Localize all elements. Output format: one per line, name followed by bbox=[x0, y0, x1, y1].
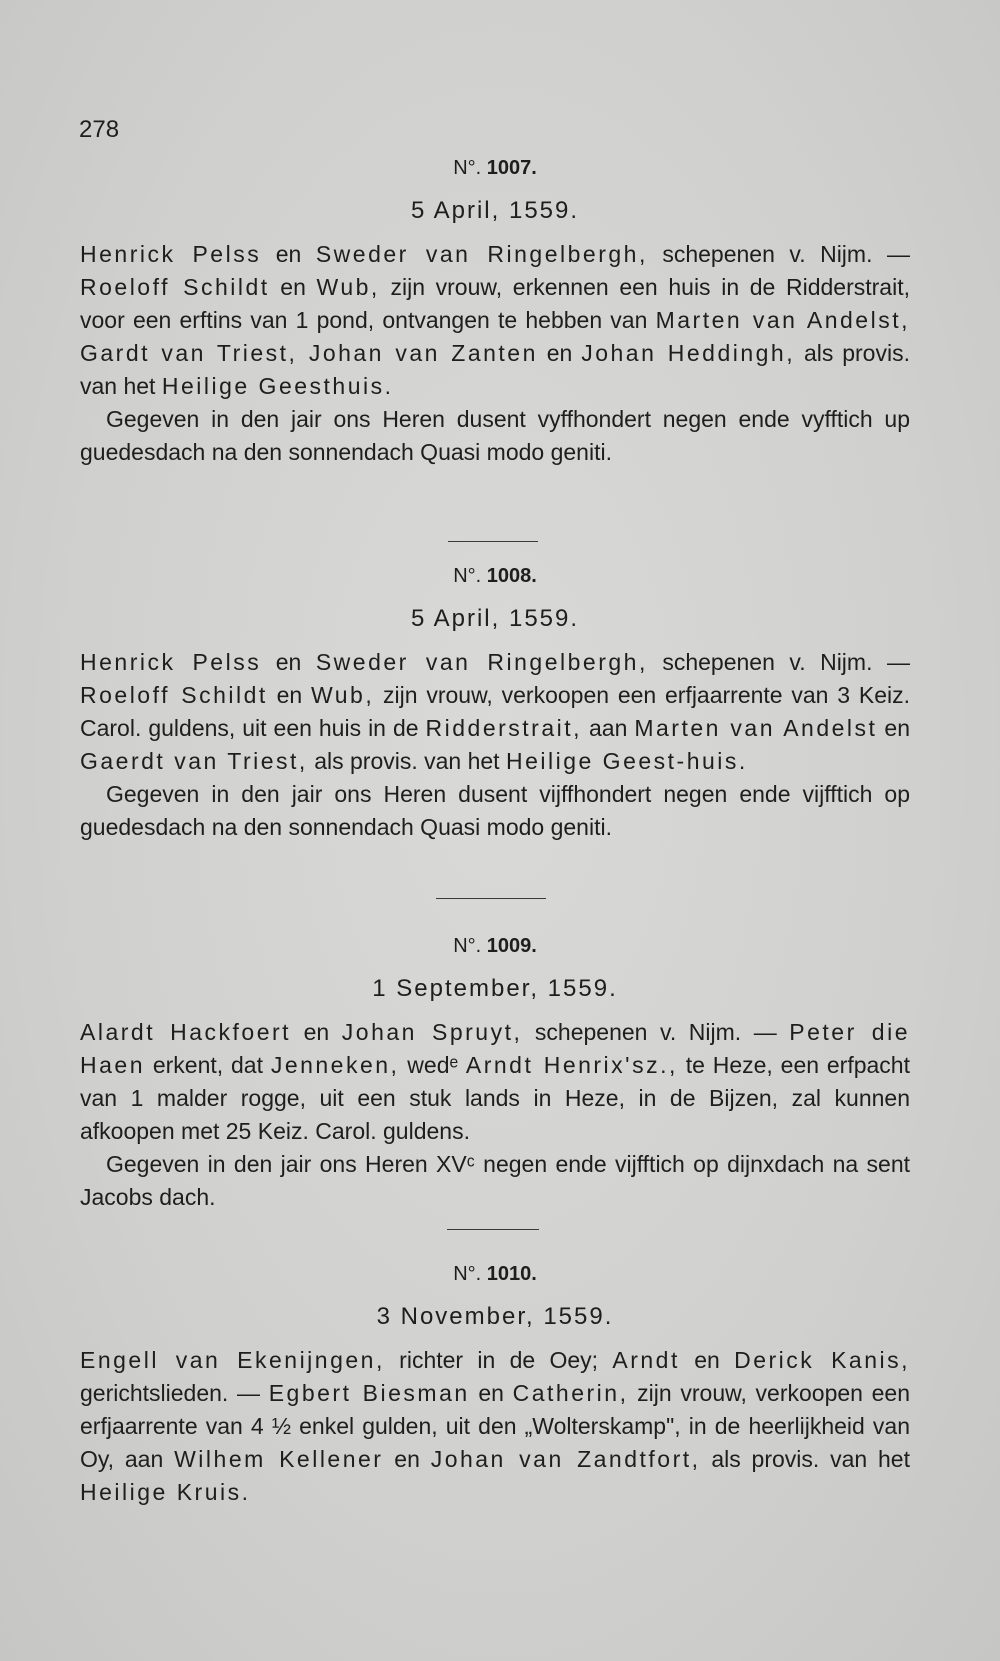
name: Johan Spruyt, bbox=[341, 1019, 523, 1045]
text: en bbox=[469, 1380, 513, 1406]
text: en bbox=[679, 1347, 735, 1373]
name: Engell van Ekenijngen, bbox=[80, 1347, 385, 1373]
entry-dating-clause: Gegeven in den jair ons Heren dusent vyffhondert negen ende vyfftich up guedesdach na den sonnendach Quasi modo geniti. bbox=[80, 406, 910, 465]
text: schepenen v. Nijm. — bbox=[647, 649, 910, 675]
entry-date: 1 September, 1559. bbox=[372, 975, 618, 1002]
name: Derick Kanis, bbox=[734, 1347, 911, 1373]
number-prefix: N°. bbox=[453, 157, 482, 179]
name: Peter die Haen bbox=[80, 1019, 910, 1078]
text: wedᵉ bbox=[399, 1052, 466, 1078]
text: en bbox=[383, 1446, 431, 1472]
name: Johan van Zandtfort, bbox=[430, 1446, 701, 1472]
text: zijn vrouw, erkennen een huis in de Ridderstrait, voor een erftins van 1 pond, ontvangen te hebben van bbox=[80, 274, 910, 333]
text: gerichtslieden. — bbox=[80, 1380, 269, 1406]
name: Heilige Geesthuis. bbox=[161, 373, 394, 399]
name: Heilige Geest-huis. bbox=[505, 748, 748, 774]
text: en bbox=[261, 241, 316, 267]
name: Ridderstrait, bbox=[425, 715, 582, 741]
entry-date: 5 April, 1559. bbox=[410, 197, 580, 224]
text: en bbox=[291, 1019, 342, 1045]
text: te Heze, een erfpacht van 1 malder rogge, uit een stuk lands in Heze, in de Bijzen, zal kunnen afkoopen met 25 Keiz. Carol. guldens. bbox=[80, 1052, 910, 1144]
entry-body bbox=[80, 1016, 910, 1148]
number-prefix: N°. bbox=[453, 565, 482, 587]
name: Roeloff Schildt bbox=[80, 682, 268, 708]
number-value: 1007. bbox=[486, 157, 537, 179]
name: Gaerdt van Triest, bbox=[80, 748, 308, 774]
entry-dating-clause: Gegeven in den jair ons Heren dusent vijffhondert negen ende vijfftich op guedesdach na den sonnendach Quasi modo geniti. bbox=[80, 781, 910, 840]
name: Sweder van Ringelbergh, bbox=[315, 241, 648, 267]
entry-date: 3 November, 1559. bbox=[376, 1303, 614, 1330]
name: Arndt bbox=[612, 1347, 680, 1373]
name: Jenneken, bbox=[270, 1052, 400, 1078]
entry-dating-clause: Gegeven in den jair ons Heren XVᶜ negen ende vijfftich op dijnxdach na sent Jacobs dach. bbox=[80, 1151, 910, 1210]
text: zijn vrouw, verkoopen een erfjaarrente van 4 ½ enkel gulden, uit den „Wolterskamp", in de heerlijkheid van Oy, aan bbox=[80, 1380, 911, 1472]
separator-rule bbox=[448, 541, 538, 542]
text: erkent, dat bbox=[144, 1052, 271, 1078]
name: Johan Heddingh, bbox=[581, 340, 796, 366]
entry-body bbox=[80, 646, 910, 778]
entry-1009 bbox=[80, 930, 910, 1214]
name: Henrick Pelss bbox=[80, 649, 262, 675]
name: Wilhem Kellener bbox=[174, 1446, 384, 1472]
name: Henrick Pelss bbox=[80, 241, 262, 267]
entry-number bbox=[80, 1258, 910, 1290]
number-value: 1010. bbox=[486, 1263, 537, 1285]
name: Egbert Biesman bbox=[268, 1380, 470, 1406]
text: richter in de Oey; bbox=[384, 1347, 613, 1373]
name: Marten van Andelst, Gardt van Triest, Johan van Zanten bbox=[80, 307, 910, 366]
separator-rule bbox=[436, 898, 546, 899]
entry-number bbox=[80, 152, 910, 184]
name: Marten van Andelst bbox=[634, 715, 878, 741]
entry-1007 bbox=[80, 152, 910, 469]
entry-number bbox=[80, 930, 910, 962]
name: Heilige Kruis. bbox=[80, 1479, 251, 1505]
text: schepenen v. Nijm. — bbox=[522, 1019, 790, 1045]
text: en bbox=[537, 340, 582, 366]
entry-1010 bbox=[80, 1258, 910, 1509]
text: en bbox=[269, 274, 317, 300]
text: als provis. van het bbox=[700, 1446, 910, 1472]
text: schepenen v. Nijm. — bbox=[647, 241, 910, 267]
name: Wub, bbox=[310, 682, 375, 708]
entry-body bbox=[80, 1344, 910, 1509]
entry-number bbox=[80, 560, 910, 592]
name: Wub, bbox=[316, 274, 380, 300]
entry-body bbox=[80, 238, 910, 403]
text: als provis. van het bbox=[80, 340, 910, 399]
number-prefix: N°. bbox=[453, 935, 482, 957]
text: en bbox=[877, 715, 910, 741]
text: en bbox=[267, 682, 311, 708]
separator-rule bbox=[447, 1229, 539, 1230]
text: aan bbox=[582, 715, 635, 741]
number-prefix: N°. bbox=[453, 1263, 482, 1285]
name: Catherin, bbox=[512, 1380, 629, 1406]
name: Sweder van Ringelbergh, bbox=[315, 649, 648, 675]
name: Alardt Hackfoert bbox=[80, 1019, 292, 1045]
entry-date: 5 April, 1559. bbox=[410, 605, 580, 632]
page-number: 278 bbox=[79, 116, 120, 143]
name: Roeloff Schildt bbox=[80, 274, 270, 300]
name: Arndt Henrix'sz., bbox=[465, 1052, 678, 1078]
text: en bbox=[261, 649, 316, 675]
number-value: 1009. bbox=[486, 935, 537, 957]
text: zijn vrouw, verkoopen een erfjaarrente van 3 Keiz. Carol. guldens, uit een huis in de bbox=[80, 682, 910, 741]
entry-1008 bbox=[80, 560, 910, 844]
number-value: 1008. bbox=[486, 565, 537, 587]
text: als provis. van het bbox=[307, 748, 506, 774]
